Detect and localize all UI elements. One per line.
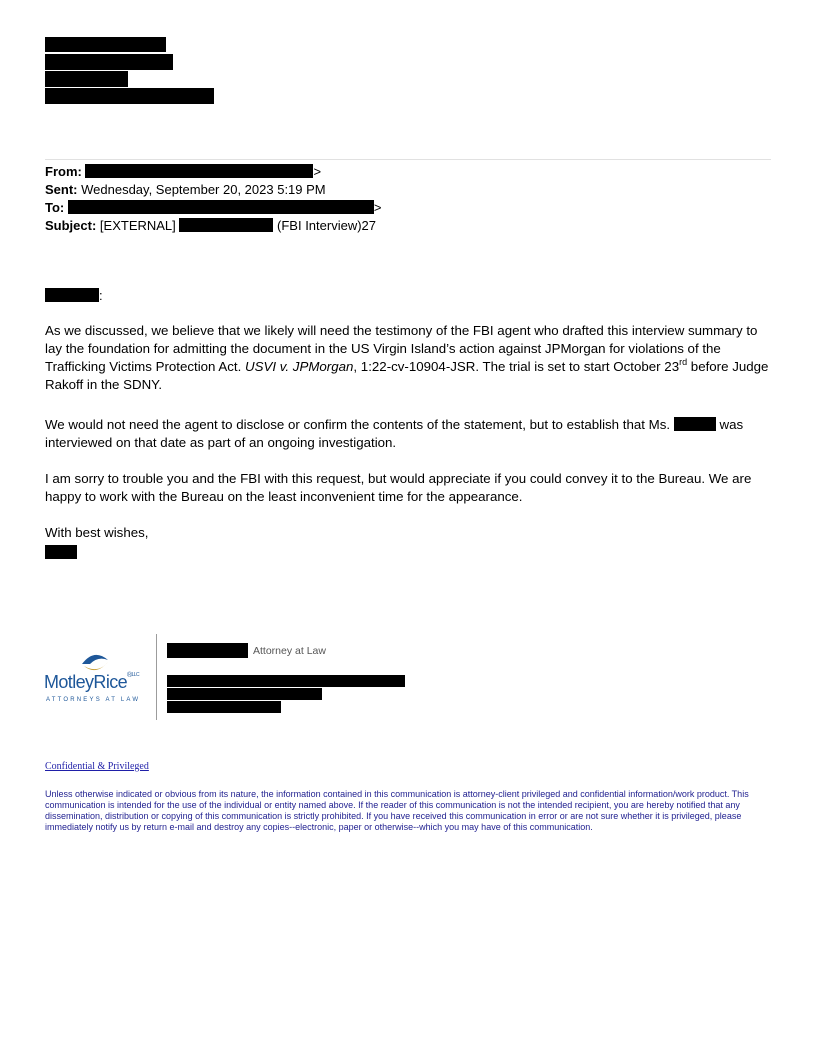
closing-text: With best wishes, [45,525,149,540]
redacted-recipient-name [45,288,99,302]
subject-prefix: [EXTERNAL] [99,218,176,233]
redacted-address-line-3 [45,71,128,87]
ordinal-suffix: rd [679,357,688,367]
subject-label: Subject: [45,218,97,233]
para2-text-a: We would not need the agent to disclose or confirm the contents of the statement, but to establish that Ms. [45,417,671,432]
redacted-sig-line-1 [167,675,405,687]
redacted-sig-line-2 [167,688,322,700]
case-name: USVI v. JPMorgan [245,359,354,374]
logo-llc: LLC [131,672,139,678]
paragraph-1 [45,322,773,394]
para2-text-b: was interviewed on that date as part of an ongoing investigation. [45,417,744,450]
salutation [45,287,103,305]
para1-text-a: As we discussed, we believe that we likely will need the testimony of the FBI agent who drafted this interview summary to lay the foundation for admitting the document in the US Virgin Island’s action against JPMorgan for violations of the Trafficking Victims Protection Act. [45,323,758,374]
from-row [45,163,321,181]
to-label: To: [45,200,65,215]
para1-text-c: before Judge Rakoff in the SDNY. [45,359,769,392]
redacted-subject-name [179,218,273,232]
para3-text: I am sorry to trouble you and the FBI with this request, but would appreciate if you could convey it to the Bureau. We are happy to work with the Bureau on the least inconvenient time for the appearance. [45,471,752,504]
to-row [45,199,381,217]
para1-text-b: , 1:22-cv-10904-JSR. The trial is set to start October 23 [353,359,680,374]
signature-divider [156,634,157,720]
paragraph-3 [45,470,773,506]
redacted-witness-name [674,417,716,431]
disclaimer: Unless otherwise indicated or obvious from its nature, the information contained in this communication is attorney-client privileged and confidential information/work product. This communication is intended for the use of the individual or entity named above. If the reader of this communication is not the intended recipient, you are hereby notified that any dissemination, distribution or copying of this communication is strictly prohibited. If you have received this communication in error or are not sure whether it is privileged, please immediately notify us by return e-mail and destroy any copies--electronic, paper or otherwise--which you may have of this communication. [45,789,749,832]
attorney-title: Attorney at Law [253,645,326,657]
paragraph-2 [45,416,773,452]
motley-rice-logo-mark [78,652,112,674]
from-suffix: > [313,164,322,179]
sent-value: Wednesday, September 20, 2023 5:19 PM [81,182,326,197]
sent-row [45,181,326,199]
confidential-link[interactable]: Confidential & Privileged [45,761,149,772]
from-label: From: [45,164,82,179]
redacted-from-address [85,164,313,178]
redacted-sig-line-3 [167,701,281,713]
logo-tagline: ATTORNEYS AT LAW [46,697,141,703]
closing [45,524,773,542]
redacted-attorney-name [167,643,248,658]
redacted-sender-name [45,545,77,559]
logo-registered: ® [127,672,132,679]
subject-row [45,217,376,235]
salutation-suffix: : [99,288,103,303]
logo-rice: Rice [93,672,128,692]
redacted-address-line-2 [45,54,173,70]
motley-rice-logo [44,672,139,693]
to-suffix: > [373,200,382,215]
subject-suffix: (FBI Interview)27 [277,218,377,233]
sent-label: Sent: [45,182,78,197]
redacted-to-address [68,200,374,214]
logo-motley: Motley [44,672,94,692]
redacted-address-line-1 [45,37,166,52]
header-divider [45,159,771,160]
redacted-address-line-4 [45,88,214,104]
